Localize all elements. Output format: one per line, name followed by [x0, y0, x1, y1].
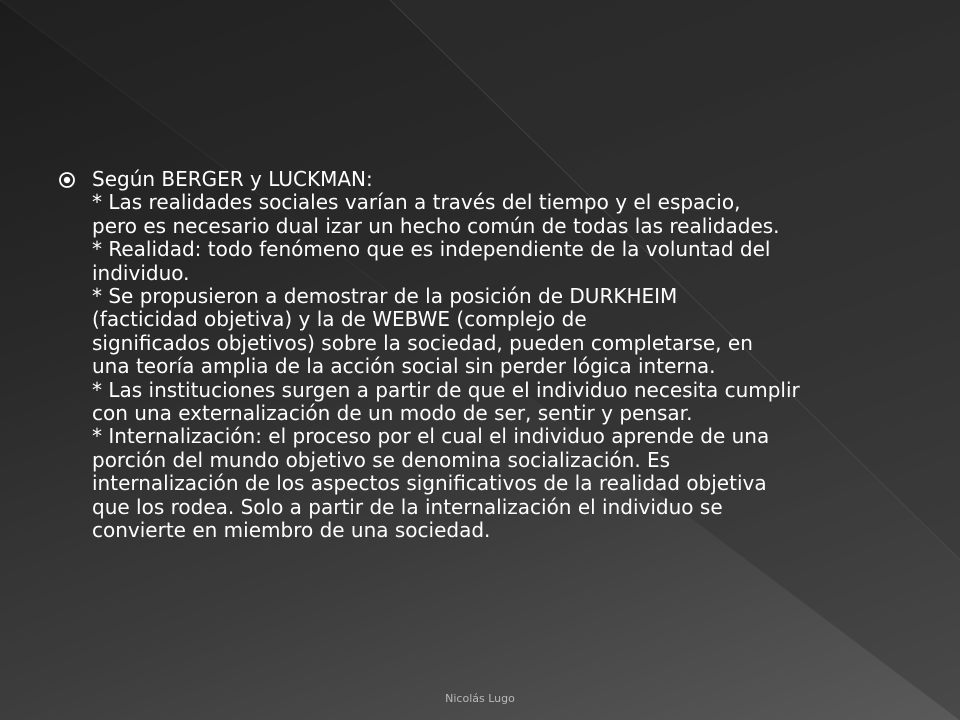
- text-line: una teoría amplia de la acción social sin perder lógica interna.: [92, 354, 716, 379]
- text-line: pero es necesario dual izar un hecho común de todas las realidades.: [92, 213, 780, 238]
- text-line: Según BERGER y LUCKMAN:: [92, 167, 373, 191]
- slide-body: [58, 168, 918, 543]
- text-line: * Las instituciones surgen a partir de que el individuo necesita cumplir: [92, 377, 800, 402]
- text-line: convierte en miembro de una sociedad.: [92, 518, 491, 543]
- footer-author: Nicolás Lugo: [445, 692, 515, 705]
- text-line: * Internalización: el proceso por el cual el individuo aprende de una: [92, 424, 770, 449]
- text-line: * Realidad: todo fenómeno que es independiente de la voluntad del: [92, 237, 771, 262]
- bullet-item: [58, 168, 918, 543]
- bullet-circle-icon: [58, 171, 76, 189]
- bullet-text: [92, 168, 918, 543]
- text-line: * Las realidades sociales varían a través del tiempo y el espacio,: [92, 190, 741, 215]
- text-line: * Se propusieron a demostrar de la posición de DURKHEIM: [92, 284, 678, 309]
- text-line: porción del mundo objetivo se denomina socialización. Es: [92, 447, 671, 472]
- text-line: internalización de los aspectos significativos de la realidad objetiva: [92, 471, 767, 496]
- text-line: con una externalización de un modo de ser, sentir y pensar.: [92, 401, 693, 426]
- text-line: que los rodea. Solo a partir de la internalización el individuo se: [92, 494, 723, 519]
- text-line: (facticidad objetiva) y la de WEBWE (complejo de: [92, 307, 587, 332]
- text-line: significados objetivos) sobre la sociedad, pueden completarse, en: [92, 330, 753, 355]
- text-line: individuo.: [92, 260, 190, 285]
